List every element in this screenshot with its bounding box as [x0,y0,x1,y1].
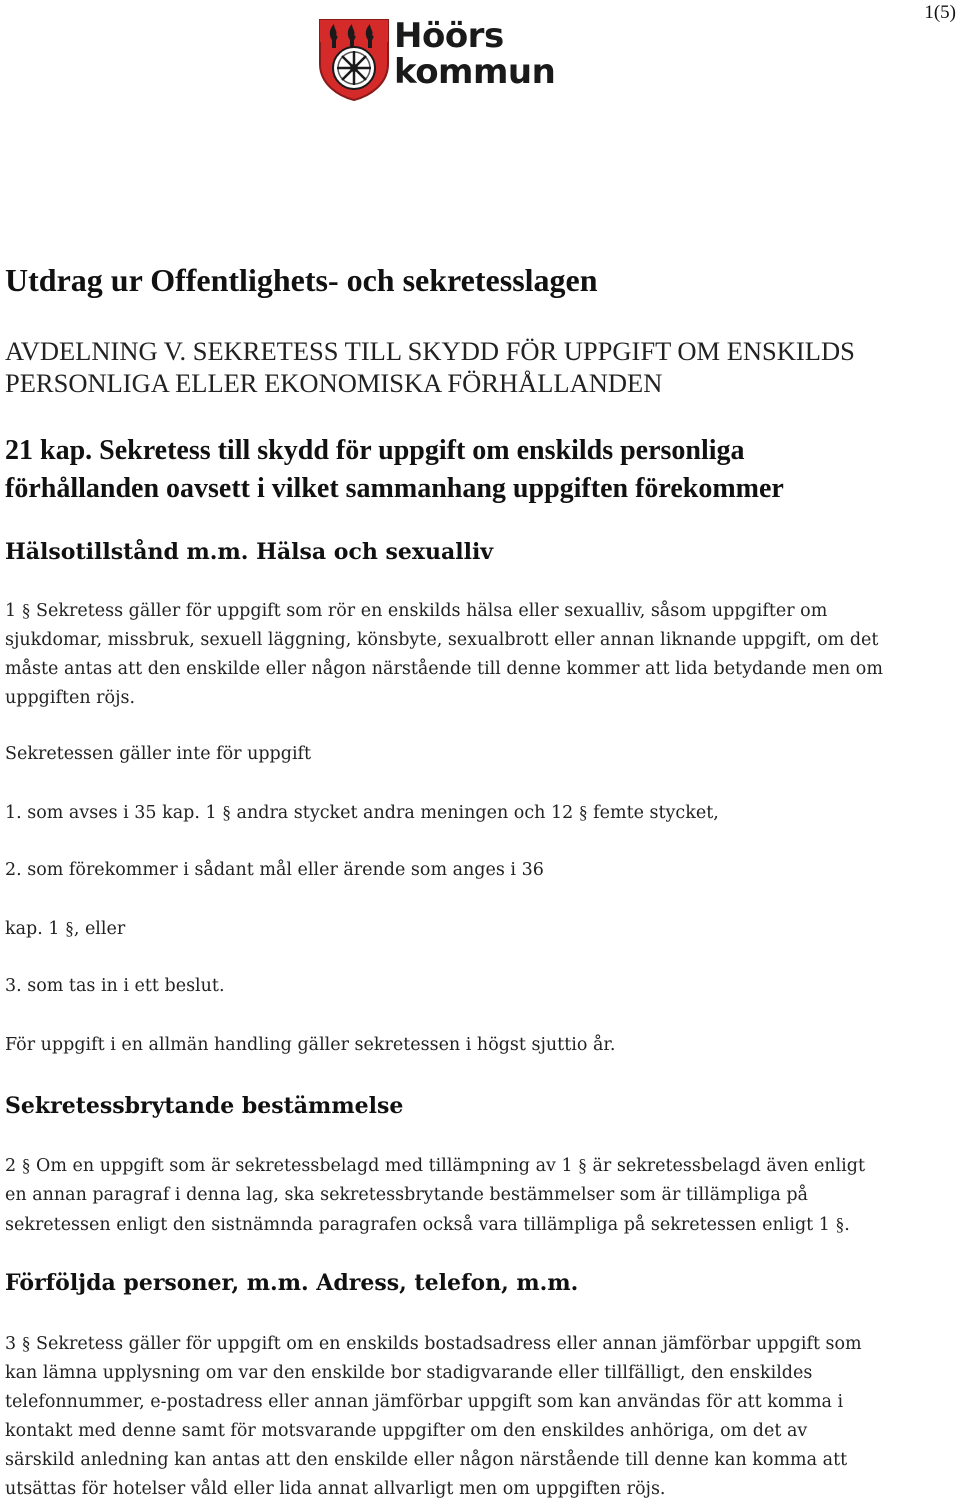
paragraph-number: 3 [5,1334,17,1354]
section-sign-icon: § [21,1155,31,1175]
section-sign-icon: § [835,1214,845,1234]
logo-line-1: Höörs [394,16,504,56]
list-item-1-text-a: 1. som avses i 35 kap. 1 [5,803,217,823]
list-item-1-text-c: femte stycket, [593,803,719,823]
list-item-3: 3. som tas in i ett beslut. [5,976,225,996]
coat-of-arms-icon [318,18,390,102]
paragraph-1-line-4: uppgiften röjs. [5,688,136,708]
paragraph-2-line-1 [5,1151,960,1181]
paragraph-2-text-c: sekretessen enligt den sistnämnda paragrafen också vara tillämpliga på sekretessen enligt 1 [5,1215,830,1235]
paragraph-2-line-2: en annan paragraf i denna lag, ska sekretessbrytande bestämmelser som är tillämpliga på [5,1185,808,1205]
paragraph-2-text-a: Om en uppgift som är sekretessbelagd med tillämpning av 1 [36,1156,573,1176]
chapter-line-1: 21 kap. Sekretess till skydd för uppgift om enskilds personliga [5,435,745,466]
logo-line-2: kommun [394,52,556,92]
paragraph-3-line-2: kan lämna upplysning om var den enskilde bor stadigvarande eller tillfälligt, den enskildes [5,1363,813,1383]
paragraph-3-line-5: särskild anledning kan antas att den enskilde eller någon närstående till denne kan komma att [5,1450,848,1470]
list-item-2: 2. som förekommer i sådant mål eller ärende som anges i 36 [5,860,544,880]
chapter-line-2: förhållanden oavsett i vilket sammanhang uppgiften förekommer [5,473,784,504]
paragraph-text: Sekretess gäller för uppgift som rör en enskilds hälsa eller sexualliv, såsom uppgifter om [36,601,828,621]
avdelning-heading [5,335,855,399]
paragraph-1-line-1 [5,596,960,626]
paragraph-number: 2 [5,1156,17,1176]
section-sign-icon: § [222,802,231,822]
list-item-2b-text-a: kap. 1 [5,919,60,939]
section-sign-icon: § [65,918,74,938]
chapter-heading [5,432,955,508]
paragraph-2-text-d: . [844,1215,850,1235]
section-sign-icon: § [578,1155,587,1175]
paragraph-3 [5,1329,960,1504]
section-sign-icon: § [21,600,31,620]
section-heading-breaking: Sekretessbrytande bestämmelse [5,1093,404,1119]
section-heading-health: Hälsotillstånd m.m. Hälsa och sexualliv [5,539,494,565]
page-number: 1(5) [924,2,956,23]
exception-intro: Sekretessen gäller inte för uppgift [5,744,312,764]
paragraph-1-line-2: sjukdomar, missbruk, sexuell läggning, könsbyte, sexualbrott eller annan liknande uppgift, om det [5,630,879,650]
retention-note: För uppgift i en allmän handling gäller sekretessen i högst sjuttio år. [5,1035,616,1055]
avdelning-line-2: PERSONLIGA ELLER EKONOMISKA FÖRHÅLLANDEN [5,368,663,398]
paragraph-2-text-b: är sekretessbelagd även enligt [592,1156,865,1176]
section-heading-persecuted: Förföljda personer, m.m. Adress, telefon, m.m. [5,1270,579,1296]
section-sign-icon: § [21,1333,31,1353]
list-item-2b-text-b: , eller [73,919,126,939]
section-sign-icon: § [578,802,588,822]
paragraph-2-line-3 [5,1210,960,1240]
avdelning-line-1: AVDELNING V. SEKRETESS TILL SKYDD FÖR UPPGIFT OM ENSKILDS [5,336,855,366]
list-item-2-continued [5,914,960,944]
paragraph-3-line-1 [5,1329,960,1359]
paragraph-1-line-3: måste antas att den enskilde eller någon närstående till denne kommer att lida betydande men om [5,659,883,679]
logo-wordmark [394,18,555,90]
document-title: Utdrag ur Offentlighets- och sekretesslagen [5,262,598,298]
municipality-logo [318,16,556,102]
list-item-1-text-b: andra stycket andra meningen och 12 [236,803,574,823]
paragraph-1 [5,596,960,713]
paragraph-number: 1 [5,601,17,621]
paragraph-2 [5,1151,960,1240]
paragraph-3-line-3: telefonnummer, e-postadress eller annan jämförbar uppgift som kan användas för att komma i [5,1392,844,1412]
paragraph-3-line-6: utsättas för hotelser våld eller lida annat allvarligt men om uppgiften röjs. [5,1479,666,1499]
list-item-1 [5,798,960,828]
paragraph-3-text-a: Sekretess gäller för uppgift om en enskilds bostadsadress eller annan jämförbar uppgift som [36,1334,862,1354]
paragraph-3-line-4: kontakt med denne samt för motsvarande uppgifter om den enskildes anhöriga, om det av [5,1421,808,1441]
